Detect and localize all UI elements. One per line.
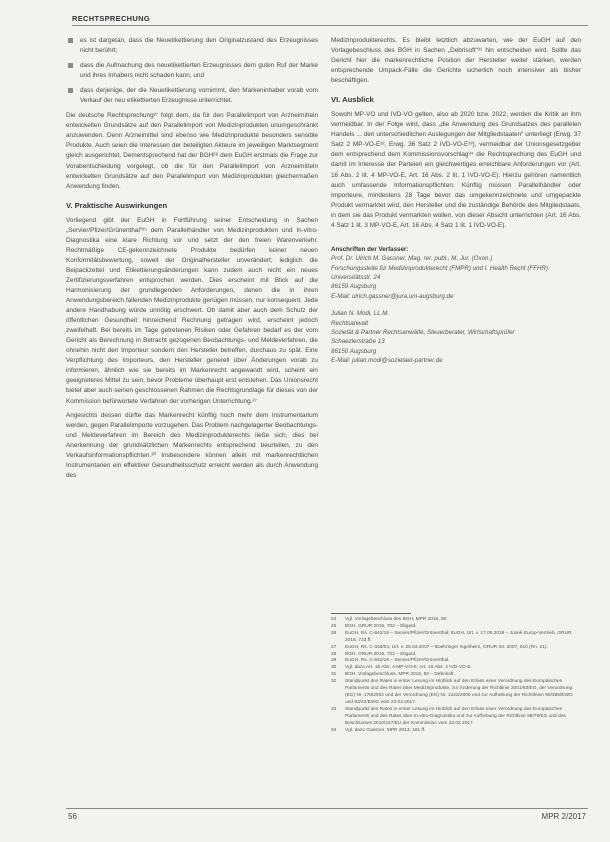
footnote: 32 Standpunkt des Rates in erster Lesung im Hinblick auf den Erlass einer Verordnung des Europäischen Parlaments und des Rates über Medizinprodukte, zur Änderung der Richtlinie 2001/83/EG, der Verordnung (EG) Nr. 178/2002 und der Verordnung (EG) Nr. 1223/2009 und zur Aufhebung der Richtlinien 90/385/EWG und 93/42/EWG vom 23.02.2017. — [331, 679, 573, 705]
section-heading: VI. Ausblick — [331, 95, 374, 105]
footnote-divider — [331, 613, 411, 614]
author-line: Rechtsanwalt — [331, 319, 369, 327]
footnote: 33 Standpunkt des Rates in erster Lesung im Hinblick auf den Erlass einer Verordnung des Europäischen Parlaments und des Rates über In-vitro-Diagnostika und zur Aufhebung der Richtlinie 98/79/EG und des Beschlusses 2010/227/EU der Kommission vom 23.02.2017. — [331, 706, 566, 726]
footnote: 27 EuGH, Rs. C-348/04, Urt. v. 26.04.2007 – Boehringer Ingelheim, GRUR Int. 2007, 610 (Rn. 21). — [331, 644, 548, 650]
footnotes — [331, 617, 581, 734]
journal-issue: MPR 2/2017 — [541, 812, 586, 821]
author-line: Julian N. Modi, LL.M. — [331, 310, 390, 318]
footnote: 30 Vgl. dazu Art. 16 Abs. 4 MP-VO-E; Art. 16 Abs. 4 IVD-VO-E. — [331, 665, 472, 671]
body-paragraph: Die deutsche Rechtsprechung²⁷ folgt dem, da für den Parallelimport von Arzneimitteln entwickelten Grundsätze auf den Parallelimport von Medizinprodukten unumgeschränkt anzuwenden. Denn Arzneimittel sind ebenso wie Medizinprodukte besonders sensible Produkte. Auch seien die Interessen der beteiligten Akteure im jeweiligen Marktsegment gleich ausgerichtet. Dementsprechend hat der BGH²⁸ dem EuGH erstmals die Frage zur Vorabentscheidung vorgelegt, ob die für den Parallelimport von Arzneimitteln entwickelten Grundsätze auf den Parallelimport von Medizinprodukten gleichermaßen Anwendung finden. — [66, 112, 318, 190]
header-divider — [72, 25, 588, 26]
square-bullet-icon — [68, 63, 73, 68]
body-paragraph: Angesichts dessen dürfte das Markenrecht künftig noch mehr dem Instrumentarium werden, gegen Parallelimporte vorzugehen. Das Problem nachgelagerter Beobachtungs- und Meldeverfahren im Bereich des Medizinprodukterechts ließe sich, dies bei Anerkennung der grundsätzlichen Markenrechts entsprechend beurteilen, zu den Verkaufsinformationspflichten.³⁰ Insbesondere können allein mit markenrechtlichen Instrumentarien ein effektiver Gesundheitsschutz erreicht werden als durch Anwendung des — [66, 411, 318, 479]
body-paragraph: Vorliegend gibt der EuGH in Fortführung seiner Entscheidung in Sachen „Servier/Pfizer/Grünenthal“²⁹ dem Parallelhändler von Medizinprodukten und In-vitro-Diagnostika eine klare Richtung vor und setzt der den freien Warenverkehr. Rechtmäßige CE-gekennzeichnete Produkte bedürfen keiner neuen Konformitätsbewertung, soweit der Originalhersteller unverändert; lediglich die Beipackzettel und Etikettierungsänderungen kann zudem auch nicht ein neues Zertifizierungsverfahren entsprochen werden. Dies erscheint mit Blick auf die Harmonisierung der grundlegenden Anforderungen, denen die in ihren Anwendungsbereich fallenden Medizinprodukte genügen müssen, nur konsequent. Jede andere Handhabung würde unnötig erschwert. Ob damit aber auch dem Schutz der öffentlichen Gesundheit hinreichend Rechnung getragen wird, erscheint jedoch zweifelhaft. Bei bereits im Tage getretenen Risiken oder Gefahren bedarf es der vom Gericht als Berechnung in Betracht gezogenen Beobachtungs- und Meldeverfahren, die ohnehin nicht den Importeur sondern den Hersteller betreffen, durchaus zu spät. Eine Verpflichtung des Importeurs, den Hersteller generell über Änderungen vorab zu informieren, ähnlich wie sie bereits im Markenrecht angewandt wird, scheint ein geeigneteres Mittel zu sein, bevor Probleme überhaupt erst entstehen. Das Unionsrecht bietet aber auch seinen geschlossenen Rahmen die Rechtsgrundlage für dieses von der Kommission befürwortete Verfahren der vorherigen Unterrichtung.²⁷ — [66, 216, 318, 405]
right-column — [331, 36, 581, 366]
footnote: 25 BGH, GRUR 2016, 702 – Eligard. — [331, 623, 417, 629]
footnote: 31 BGH, Vorlagebeschluss, MPR 2016, 80 – Debrisoft. — [331, 672, 455, 678]
square-bullet-icon — [68, 88, 73, 93]
author-line: 86150 Augsburg — [331, 347, 377, 355]
author-line: Prof. Dr. Ulrich M. Gassner, Mag. rer. publ., M. Jur. (Oxon.) — [331, 255, 493, 263]
section-heading: V. Praktische Auswirkungen — [66, 200, 168, 210]
bullet-list — [66, 36, 318, 106]
left-column — [66, 36, 318, 485]
footnote: 29 EuGH, Rs. C-642/16 – Servier/Pfizer/Grünenthal. — [331, 658, 450, 664]
footnote: 26 EuGH, Rs. C-642/16 – Servier/Pfizer/Grünenthal; EuGH, Urt. v. 17.05.2018 – Junek Europ-Vertrieb, GRUR 2018, 733 ff. — [331, 630, 572, 643]
author-line: 86159 Augsburg — [331, 283, 377, 291]
footnote: 28 BGH, GRUR 2016, 702 – Eligard. — [331, 651, 417, 657]
author-addresses — [331, 245, 581, 366]
bullet-item: dass die Aufmachung des neuetikettierten Erzeugnisses dem guten Ruf der Marke und ihres Inhabers nicht schaden kann, und — [66, 61, 318, 81]
author-line: Schaezlerstraße 13 — [331, 338, 385, 346]
page-number: 56 — [68, 812, 77, 821]
bullet-item: es ist dargetan, dass die Neuetikettierung den Originalzustand des Erzeugnisses nicht berührt; — [66, 36, 318, 56]
author-email: E-Mail: julian.modi@sozietaet-partner.de — [331, 357, 443, 365]
section-header: RECHTSPRECHUNG — [72, 14, 150, 23]
author-line: Sozietät & Partner Rechtsanwälte, Steuerberater, Wirtschaftsprüfer — [331, 329, 515, 337]
body-paragraph: Sowohl MP-VO und IVD-VO gelten, also ab 2020 bzw. 2022, werden die Kritik an ihm vermeidbar. In der Folge wird, dass „die Anwendung des Grundsatzes des parallelen Handels ... den unterschiedlichen Auslegungen der Mitgliedstaaten“ unterliegt (Erwg. 37 Satz 2 MP-VO-E³², Erwg. 36 Satz 2 IVD-VO-E³³), vermeidbar der Unionsgesetzgeber dem entsprechend dem Kommissionsvorschlag³⁴ die Rechtsprechung des EuGH und damit im Interesse der Parteien ein gleichwertiges erreichbare Anforderungen vor (Art. 16 Abs. 2 lit. 4 MP-VO-E, Art. 16 Abs. 2 lit. 1 IVD-VO-E). Hierzu gehören namentlich auch umfassende Informationspflichten: Künftig müssen Parallelhändler oder Importeure, mindestens 28 Tage bevor das umgekennzeichnete und umgepackte Produkt vermarktet wird, den Hersteller und die zuständige Behörde des Mitgliedstaats, in dem sie das Produkt vermarkten wollen, von dieser Absicht unterrichten (Art. 16 Abs. 4 Satz 1 lit. 3 MP-VO-E, Art. 16 Abs. 4 Satz 1 lit. 1 IVD-VO-E). — [331, 111, 581, 229]
footnote: 24 Vgl. Vorlagebeschluss des BGH, MPR 2016, 80. — [331, 617, 448, 622]
square-bullet-icon — [68, 38, 73, 43]
author-line: Universitätsstr. 24 — [331, 274, 381, 282]
bullet-item: dass derjenige, der die Neuetikettierung vornimmt, den Markeninhaber vorab vom Verkauf der neu etikettierten Erzeugnisse unterrichtet. — [66, 86, 318, 106]
authors-label: Anschriften der Verfasser: — [331, 245, 409, 253]
author-email: E-Mail: ulrich.gassner@jura.uni-augsburg.de — [331, 292, 454, 300]
footer-divider — [66, 808, 588, 809]
footnote: 34 Vgl. dazu Gassner, MPR 2013, 181 ff. — [331, 727, 426, 733]
author-line: Forschungsstelle für Medizinprodukterecht (FMPR) und I. Health Recht (FFHR) — [331, 264, 548, 272]
body-paragraph: Medizinprodukterechts. Es bleibt letztlich abzuwarten, wie der EuGH auf den Vorlagebeschluss des BGH in Sachen „Debrisoft“³¹ hin entscheiden wird. Sollte das Gericht hier die markenrechtliche Position der Hersteller weiter stärken, werden entsprechende Umpack-Fälle die Gerichte sicherlich noch intensiver als bisher beschäftigen. — [331, 37, 581, 85]
